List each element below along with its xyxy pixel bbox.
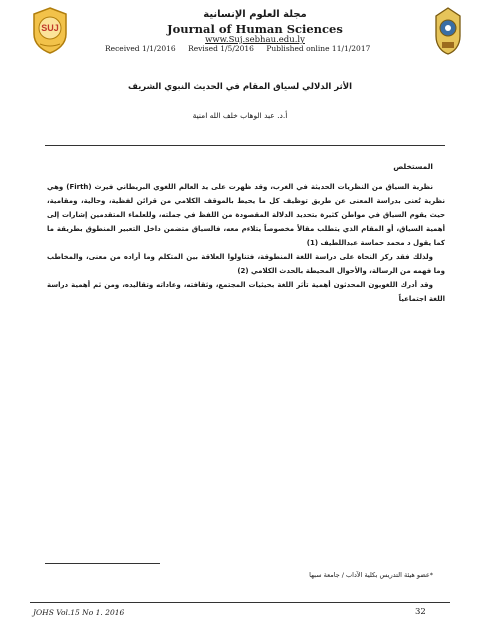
footer-divider [30,602,450,603]
article-title: الأثر الدلالي لسياق المقام في الحديث النبوي الشريف [127,82,353,92]
journal-url[interactable]: www.Suj.sebhau.edu.ly [205,35,305,45]
abstract-body [47,180,445,306]
journal-title-arabic: مجلة العلوم الإنسانية [203,9,307,20]
author-footnote: *عضو هيئة التدريس بكلية الآداب / جامعة سبها [309,571,433,579]
abstract-heading: المستخلص [393,162,433,171]
article-dates [105,44,405,53]
faculty-logo [430,6,466,56]
university-logo [30,6,70,54]
journal-volume: JOHS Vol.15 No 1. 2016 [33,608,125,617]
abstract-paragraph: وقد أدرك اللغويون المحدثون أهمية تأثر اللغة بحيثيات المجتمع، وثقافته، وعاداته وتقاليده، ومن ثم أهمية دراسة اللغة اجتماعياً [47,281,445,303]
header-divider [45,145,445,146]
received-date: Received 1/1/2016 [105,44,176,53]
journal-title-english: Journal of Human Sciences [167,22,343,36]
abstract-paragraph: ولذلك فقد ركز النحاة على دراسة اللغة المنطوقة، فتناولوا العلاقة بين المتكلم وما أراده من معنى، والمخاطب وما فهمه من الرسالة، والأحوال المحيطة بالحدث الكلامي (2) [47,253,445,275]
published-date: Published online 11/1/2017 [266,44,371,53]
footnote-divider [45,563,160,564]
article-author: أ.د. عبد الوهاب خلف الله امنية [192,111,288,120]
abstract-paragraph: نظرية السياق من النظريات الحديثة في الغرب، وقد ظهرت على يد العالم اللغوي البريطاني فيرث (Firth) وهي نظرية تُعنى بدراسة المعنى عن طريق توظيف كل ما يحيط بالموقف الكلامي من قرائن لفظية، وحالية، ومقامية، حيث يقوم السياق في مواطن كثيرة بتحديد الدلالة المقصودة من اللفظ في جملته، وللعلماء المتقدمين إشارات إلى أهمية السياق، أو المقام الذي يتطلب مقالاً مخصوصاً يتلاءم معه، فالسياق متضمن داخل التعبير المنطوق بطريقة ما كما يقول د محمد حماسة عبداللطيف (1) [47,183,445,247]
page-number: 32 [415,607,426,617]
revised-date: Revised 1/5/2016 [188,44,254,53]
svg-text:SUJ: SUJ [41,23,59,33]
